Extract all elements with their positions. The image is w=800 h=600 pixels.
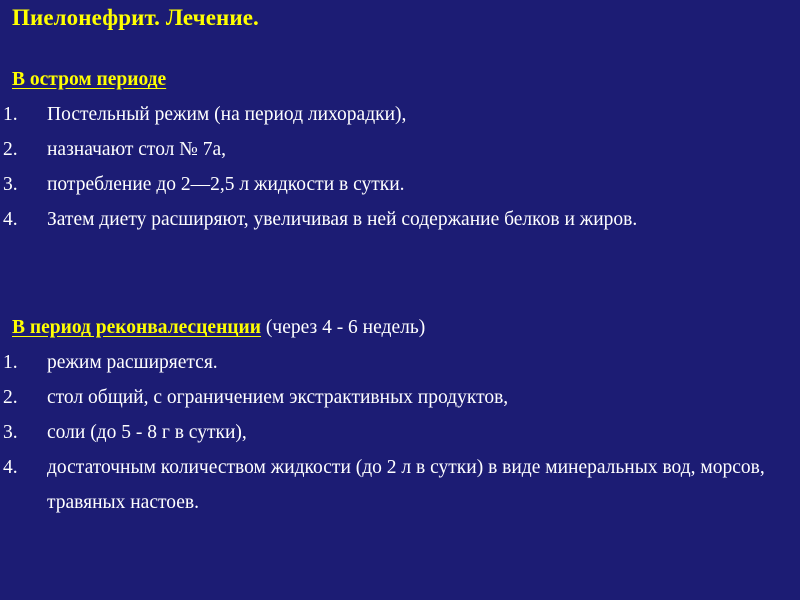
acute-period-list xyxy=(0,97,790,237)
list-item-number: 4. xyxy=(3,457,18,478)
list-item xyxy=(0,167,790,202)
list-item-number: 2. xyxy=(3,387,18,408)
list-item xyxy=(0,345,790,380)
list-item-number: 4. xyxy=(3,209,18,230)
list-item xyxy=(0,97,790,132)
recovery-period-list xyxy=(0,345,790,520)
acute-period-section xyxy=(0,62,790,237)
acute-period-heading: В остром периоде xyxy=(12,69,167,90)
list-item-text: стол общий, с ограничением экстрактивных продуктов, xyxy=(47,387,509,408)
list-item-number: 3. xyxy=(3,422,18,443)
list-item-text: Постельный режим (на период лихорадки), xyxy=(47,104,407,125)
list-item-text: достаточным количеством жидкости (до 2 л в сутки) в виде минеральных вод, морсов, травяных настоев. xyxy=(47,457,765,513)
list-item-text: потребление до 2—2,5 л жидкости в сутки. xyxy=(47,174,405,195)
list-item xyxy=(0,202,790,237)
list-item-number: 3. xyxy=(3,174,18,195)
list-item-text: Затем диету расширяют, увеличивая в ней содержание белков и жиров. xyxy=(47,209,638,230)
list-item-text: назначают стол № 7а, xyxy=(47,139,227,160)
recovery-period-note: (через 4 - 6 недель) xyxy=(261,317,426,338)
recovery-period-heading: В период реконвалесценции xyxy=(12,317,262,338)
slide-title: Пиелонефрит. Лечение. xyxy=(12,5,259,30)
list-item-text: соли (до 5 - 8 г в сутки), xyxy=(47,422,247,443)
list-item-number: 1. xyxy=(3,104,18,125)
list-item-text: режим расширяется. xyxy=(47,352,218,373)
acute-period-heading-line xyxy=(0,62,790,97)
recovery-period-section xyxy=(0,310,790,520)
list-item-number: 1. xyxy=(3,352,18,373)
list-item xyxy=(0,132,790,167)
list-item xyxy=(0,450,790,520)
list-item-number: 2. xyxy=(3,139,18,160)
recovery-period-heading-line xyxy=(0,310,790,345)
list-item xyxy=(0,380,790,415)
list-item xyxy=(0,415,790,450)
